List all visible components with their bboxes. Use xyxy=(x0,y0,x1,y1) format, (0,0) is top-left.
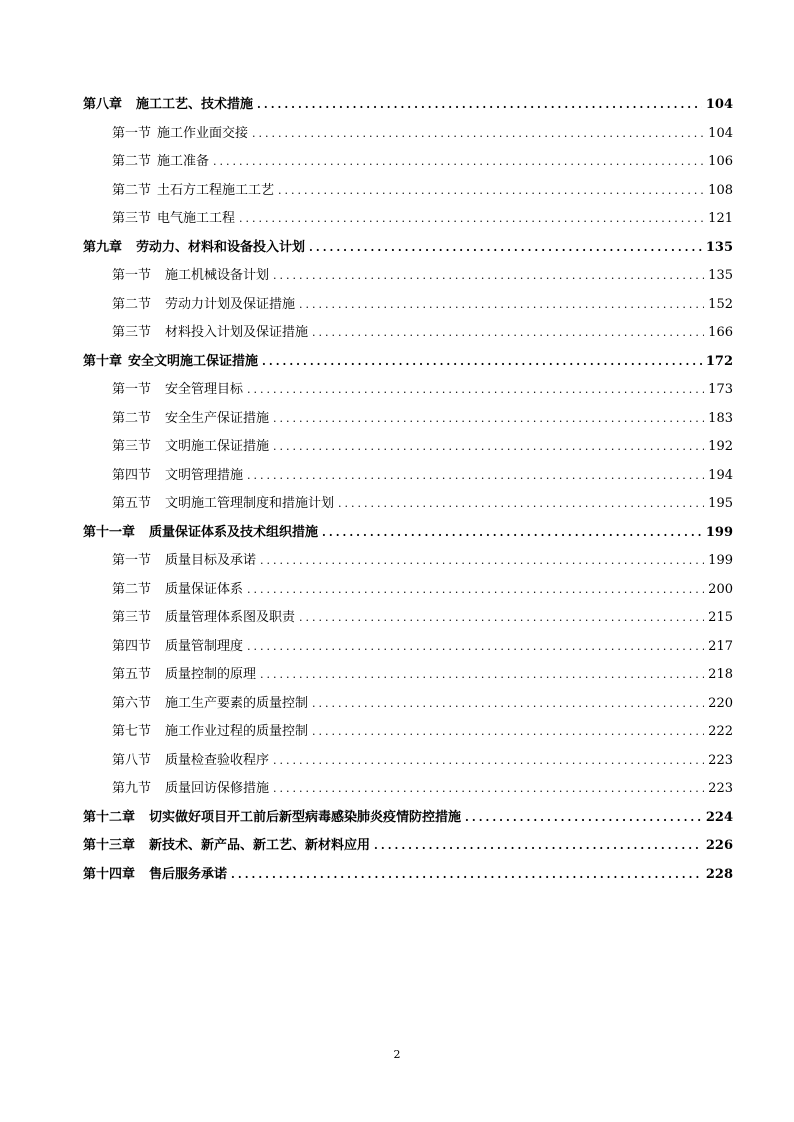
toc-entry-number: 第三节 xyxy=(112,610,152,625)
toc-entry-page: 106 xyxy=(708,154,733,169)
toc-entry-title: 质量检查验收程序 xyxy=(165,752,270,768)
toc-entry-page: 183 xyxy=(708,410,733,426)
toc-section-entry[interactable] xyxy=(83,494,733,523)
toc-entry-number: 第一节 xyxy=(112,382,152,397)
toc-entry-page: 135 xyxy=(705,239,733,255)
toc-chapter-entry[interactable] xyxy=(83,865,733,894)
dot-leader xyxy=(252,124,704,144)
toc-entry-number: 第八节 xyxy=(112,752,152,768)
toc-section-entry[interactable] xyxy=(83,152,733,181)
toc-entry-page: 228 xyxy=(705,866,733,882)
toc-section-entry[interactable] xyxy=(83,437,733,466)
toc-entry-number: 第十章 xyxy=(83,353,123,369)
toc-section-entry[interactable] xyxy=(83,181,733,210)
toc-section-entry[interactable] xyxy=(83,665,733,694)
toc-entry-title: 施工生产要素的质量控制 xyxy=(165,695,309,711)
dot-leader xyxy=(247,637,704,657)
toc-section-entry[interactable] xyxy=(83,694,733,723)
toc-entry-title: 施工准备 xyxy=(157,154,210,169)
toc-entry-title: 安全管理目标 xyxy=(165,382,244,397)
toc-section-entry[interactable] xyxy=(83,323,733,352)
toc-entry-title: 质量保证体系及技术组织措施 xyxy=(149,524,319,540)
toc-entry-title: 文明管理措施 xyxy=(165,467,244,483)
toc-section-entry[interactable] xyxy=(83,295,733,324)
dot-leader xyxy=(257,95,702,115)
dot-leader xyxy=(231,865,702,885)
table-of-contents xyxy=(83,95,733,893)
toc-entry-title: 安全生产保证措施 xyxy=(165,410,270,426)
toc-chapter-entry[interactable] xyxy=(83,836,733,865)
toc-entry-title: 劳动力、材料和设备投入计划 xyxy=(136,239,306,255)
toc-entry-title: 质量目标及承诺 xyxy=(165,553,257,568)
toc-entry-title: 文明施工管理制度和措施计划 xyxy=(165,496,335,511)
toc-section-entry[interactable] xyxy=(83,637,733,666)
dot-leader xyxy=(312,323,704,343)
dot-leader xyxy=(247,466,704,486)
dot-leader xyxy=(299,295,704,315)
toc-entry-number: 第四节 xyxy=(112,467,152,483)
toc-entry-page: 200 xyxy=(708,581,733,597)
dot-leader xyxy=(278,181,704,201)
toc-entry-page: 218 xyxy=(708,667,733,682)
dot-leader xyxy=(273,266,704,286)
toc-entry-page: 223 xyxy=(708,781,733,796)
toc-entry-title: 文明施工保证措施 xyxy=(165,439,270,454)
toc-section-entry[interactable] xyxy=(83,466,733,495)
dot-leader xyxy=(273,437,704,457)
toc-section-entry[interactable] xyxy=(83,551,733,580)
toc-entry-page: 195 xyxy=(708,496,733,511)
toc-entry-title: 施工工艺、技术措施 xyxy=(136,97,254,112)
toc-entry-number: 第十四章 xyxy=(83,866,136,882)
toc-entry-title: 劳动力计划及保证措施 xyxy=(165,296,296,312)
toc-entry-number: 第一节 xyxy=(112,125,152,141)
toc-section-entry[interactable] xyxy=(83,124,733,153)
toc-entry-title: 施工作业过程的质量控制 xyxy=(165,724,309,739)
toc-entry-title: 质量管理体系图及职责 xyxy=(165,610,296,625)
toc-entry-title: 质量保证体系 xyxy=(165,581,244,597)
toc-chapter-entry[interactable] xyxy=(83,238,733,267)
toc-entry-page: 121 xyxy=(708,211,733,226)
dot-leader xyxy=(213,152,704,172)
toc-entry-number: 第二节 xyxy=(112,154,152,169)
toc-entry-title: 电气施工工程 xyxy=(157,211,236,226)
toc-entry-page: 226 xyxy=(705,838,733,853)
toc-entry-number: 第五节 xyxy=(112,496,152,511)
dot-leader xyxy=(260,665,704,685)
toc-entry-page: 135 xyxy=(708,268,733,283)
dot-leader xyxy=(239,209,704,229)
dot-leader xyxy=(247,380,704,400)
toc-entry-number: 第一节 xyxy=(112,553,152,568)
toc-entry-page: 172 xyxy=(705,353,733,369)
toc-entry-number: 第二节 xyxy=(112,182,152,198)
dot-leader xyxy=(262,352,702,372)
dot-leader xyxy=(374,836,702,856)
toc-entry-page: 194 xyxy=(708,467,733,483)
toc-section-entry[interactable] xyxy=(83,380,733,409)
toc-entry-number: 第九节 xyxy=(112,781,152,796)
toc-section-entry[interactable] xyxy=(83,751,733,780)
toc-entry-title: 质量回访保修措施 xyxy=(165,781,270,796)
toc-chapter-entry[interactable] xyxy=(83,95,733,124)
toc-entry-page: 215 xyxy=(708,610,733,625)
toc-section-entry[interactable] xyxy=(83,409,733,438)
toc-chapter-entry[interactable] xyxy=(83,352,733,381)
toc-entry-page: 104 xyxy=(708,125,733,141)
toc-entry-page: 217 xyxy=(708,638,733,654)
toc-entry-page: 173 xyxy=(708,382,733,397)
toc-entry-number: 第八章 xyxy=(83,97,123,112)
toc-entry-number: 第三节 xyxy=(112,211,152,226)
toc-entry-title: 售后服务承诺 xyxy=(149,866,228,882)
toc-entry-page: 152 xyxy=(708,296,733,312)
toc-entry-number: 第十二章 xyxy=(83,809,136,825)
toc-entry-page: 222 xyxy=(708,724,733,739)
toc-entry-page: 199 xyxy=(705,524,733,540)
dot-leader xyxy=(247,580,704,600)
toc-section-entry[interactable] xyxy=(83,608,733,637)
dot-leader xyxy=(299,608,704,628)
toc-entry-title: 材料投入计划及保证措施 xyxy=(165,325,309,340)
toc-entry-page: 220 xyxy=(708,695,733,711)
dot-leader xyxy=(338,494,704,514)
toc-section-entry[interactable] xyxy=(83,580,733,609)
toc-entry-number: 第三节 xyxy=(112,325,152,340)
toc-entry-number: 第十一章 xyxy=(83,524,136,540)
toc-section-entry[interactable] xyxy=(83,779,733,808)
toc-entry-title: 施工作业面交接 xyxy=(157,125,249,141)
toc-entry-number: 第九章 xyxy=(83,239,123,255)
toc-section-entry[interactable] xyxy=(83,266,733,295)
toc-entry-page: 104 xyxy=(705,97,733,112)
toc-entry-page: 224 xyxy=(705,809,733,825)
toc-entry-title: 质量控制的原理 xyxy=(165,667,257,682)
dot-leader xyxy=(273,409,704,429)
toc-entry-number: 第三节 xyxy=(112,439,152,454)
toc-entry-number: 第六节 xyxy=(112,695,152,711)
toc-entry-title: 安全文明施工保证措施 xyxy=(128,353,259,369)
dot-leader xyxy=(465,808,702,828)
toc-entry-number: 第一节 xyxy=(112,268,152,283)
toc-entry-title: 切实做好项目开工前后新型病毒感染肺炎疫情防控措施 xyxy=(149,809,462,825)
toc-section-entry[interactable] xyxy=(83,209,733,238)
toc-entry-title: 土石方工程施工工艺 xyxy=(157,182,275,198)
toc-entry-number: 第二节 xyxy=(112,410,152,426)
toc-entry-number: 第二节 xyxy=(112,581,152,597)
toc-entry-number: 第五节 xyxy=(112,667,152,682)
toc-entry-page: 166 xyxy=(708,325,733,340)
toc-entry-number: 第十三章 xyxy=(83,838,136,853)
dot-leader xyxy=(312,722,704,742)
toc-entry-title: 质量管制理度 xyxy=(165,638,244,654)
page-number: 2 xyxy=(393,1048,401,1061)
dot-leader xyxy=(260,551,704,571)
toc-entry-title: 施工机械设备计划 xyxy=(165,268,270,283)
dot-leader xyxy=(273,751,704,771)
dot-leader xyxy=(322,523,702,543)
toc-entry-page: 108 xyxy=(708,182,733,198)
toc-entry-number: 第二节 xyxy=(112,296,152,312)
toc-chapter-entry[interactable] xyxy=(83,523,733,552)
dot-leader xyxy=(273,779,704,799)
toc-entry-page: 192 xyxy=(708,439,733,454)
toc-entry-number: 第七节 xyxy=(112,724,152,739)
toc-section-entry[interactable] xyxy=(83,722,733,751)
dot-leader xyxy=(312,694,704,714)
toc-chapter-entry[interactable] xyxy=(83,808,733,837)
toc-entry-page: 223 xyxy=(708,752,733,768)
dot-leader xyxy=(309,238,702,258)
toc-entry-number: 第四节 xyxy=(112,638,152,654)
toc-entry-title: 新技术、新产品、新工艺、新材料应用 xyxy=(149,838,371,853)
toc-entry-page: 199 xyxy=(708,553,733,568)
